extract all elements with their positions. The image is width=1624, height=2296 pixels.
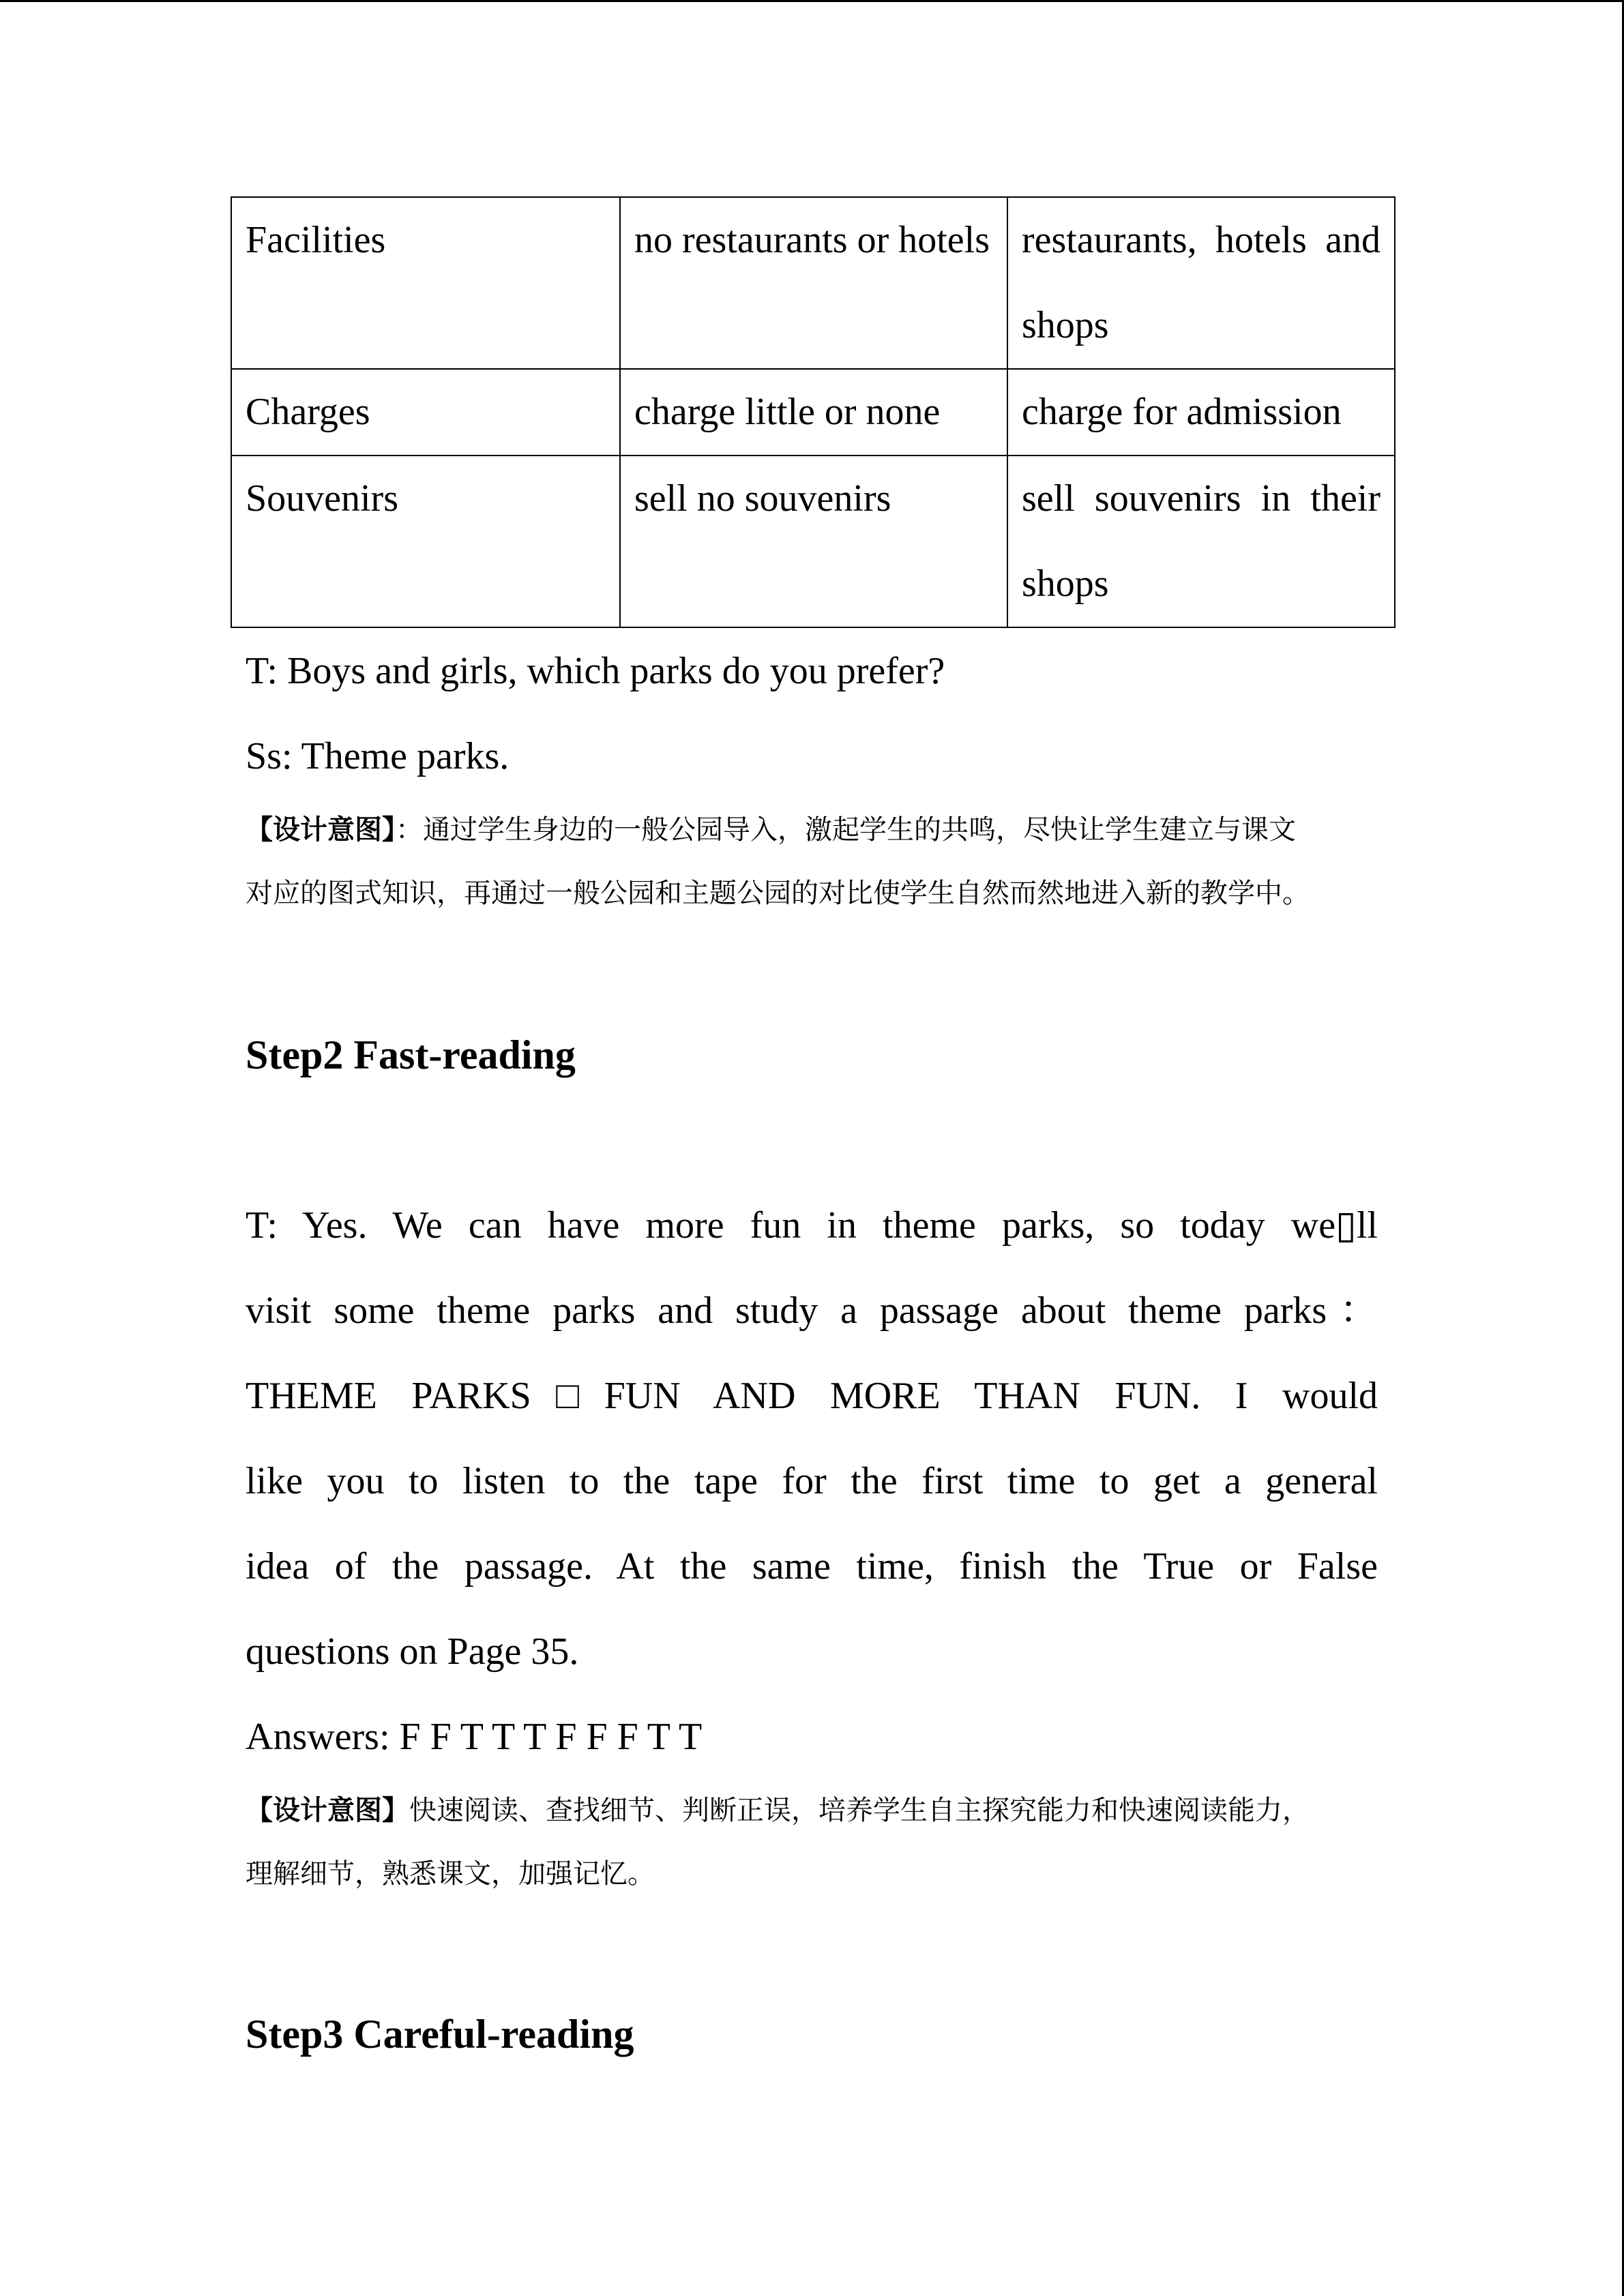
paragraph-line: questions on Page 35. (246, 1630, 579, 1673)
design-intent-note-2 (246, 1780, 1378, 1841)
design-intent-note-1-line-2: 对应的图式知识，再通过一般公园和主题公园的对比使学生自然而然地进入新的教学中。 (246, 878, 1310, 909)
table-row (231, 456, 1395, 627)
table-cell-ordinary: no restaurants or hotels (620, 197, 1007, 369)
answers-line: Answers: F F T T T F F F T T (246, 1716, 703, 1758)
design-intent-text: 快速阅读、查找细节、判断正误，培养学生自主探究能力和快速阅读能力， (409, 1795, 1310, 1826)
design-intent-note-2-line-2: 理解细节，熟悉课文，加强记忆。 (246, 1858, 655, 1890)
teacher-question: T: Boys and girls, which parks do you prefer? (246, 650, 945, 692)
paragraph-line: visit some theme parks and study a passage about theme parks： (246, 1289, 1378, 1332)
design-intent-label: 【设计意图】 (246, 814, 396, 846)
comparison-table (231, 196, 1396, 628)
table-row (231, 369, 1395, 456)
table-cell-aspect: Souvenirs (231, 456, 620, 627)
table-cell-ordinary: sell no souvenirs (620, 456, 1007, 627)
table-row (231, 197, 1395, 369)
paragraph-line: T: Yes. We can have more fun in theme parks, so today we▯ll (246, 1204, 1378, 1247)
paragraph-line: idea of the passage. At the same time, finish the True or False (246, 1545, 1378, 1587)
step3-heading: Step3 Careful-reading (246, 2012, 634, 2057)
design-intent-label: 【设计意图】 (246, 1795, 409, 1826)
step2-heading: Step2 Fast-reading (246, 1032, 576, 1077)
paragraph-line: THEME PARKS□FUN AND MORE THAN FUN. I would (246, 1375, 1378, 1417)
table-cell-theme: sell souvenirs in their shops (1007, 456, 1395, 627)
table-cell-ordinary: charge little or none (620, 369, 1007, 456)
page-top-border (0, 0, 1624, 2)
table-cell-theme: charge for admission (1007, 369, 1395, 456)
students-answer: Ss: Theme parks. (246, 735, 510, 777)
design-intent-note-1 (246, 799, 1378, 861)
table-cell-aspect: Charges (231, 369, 620, 456)
paragraph-line: like you to listen to the tape for the first time to get a general (246, 1460, 1378, 1502)
design-intent-text: ：通过学生身边的一般公园导入，激起学生的共鸣，尽快让学生建立与课文 (396, 814, 1296, 846)
step2-paragraph (246, 1183, 1378, 1695)
table-cell-theme: restaurants, hotels and shops (1007, 197, 1395, 369)
table-cell-aspect: Facilities (231, 197, 620, 369)
